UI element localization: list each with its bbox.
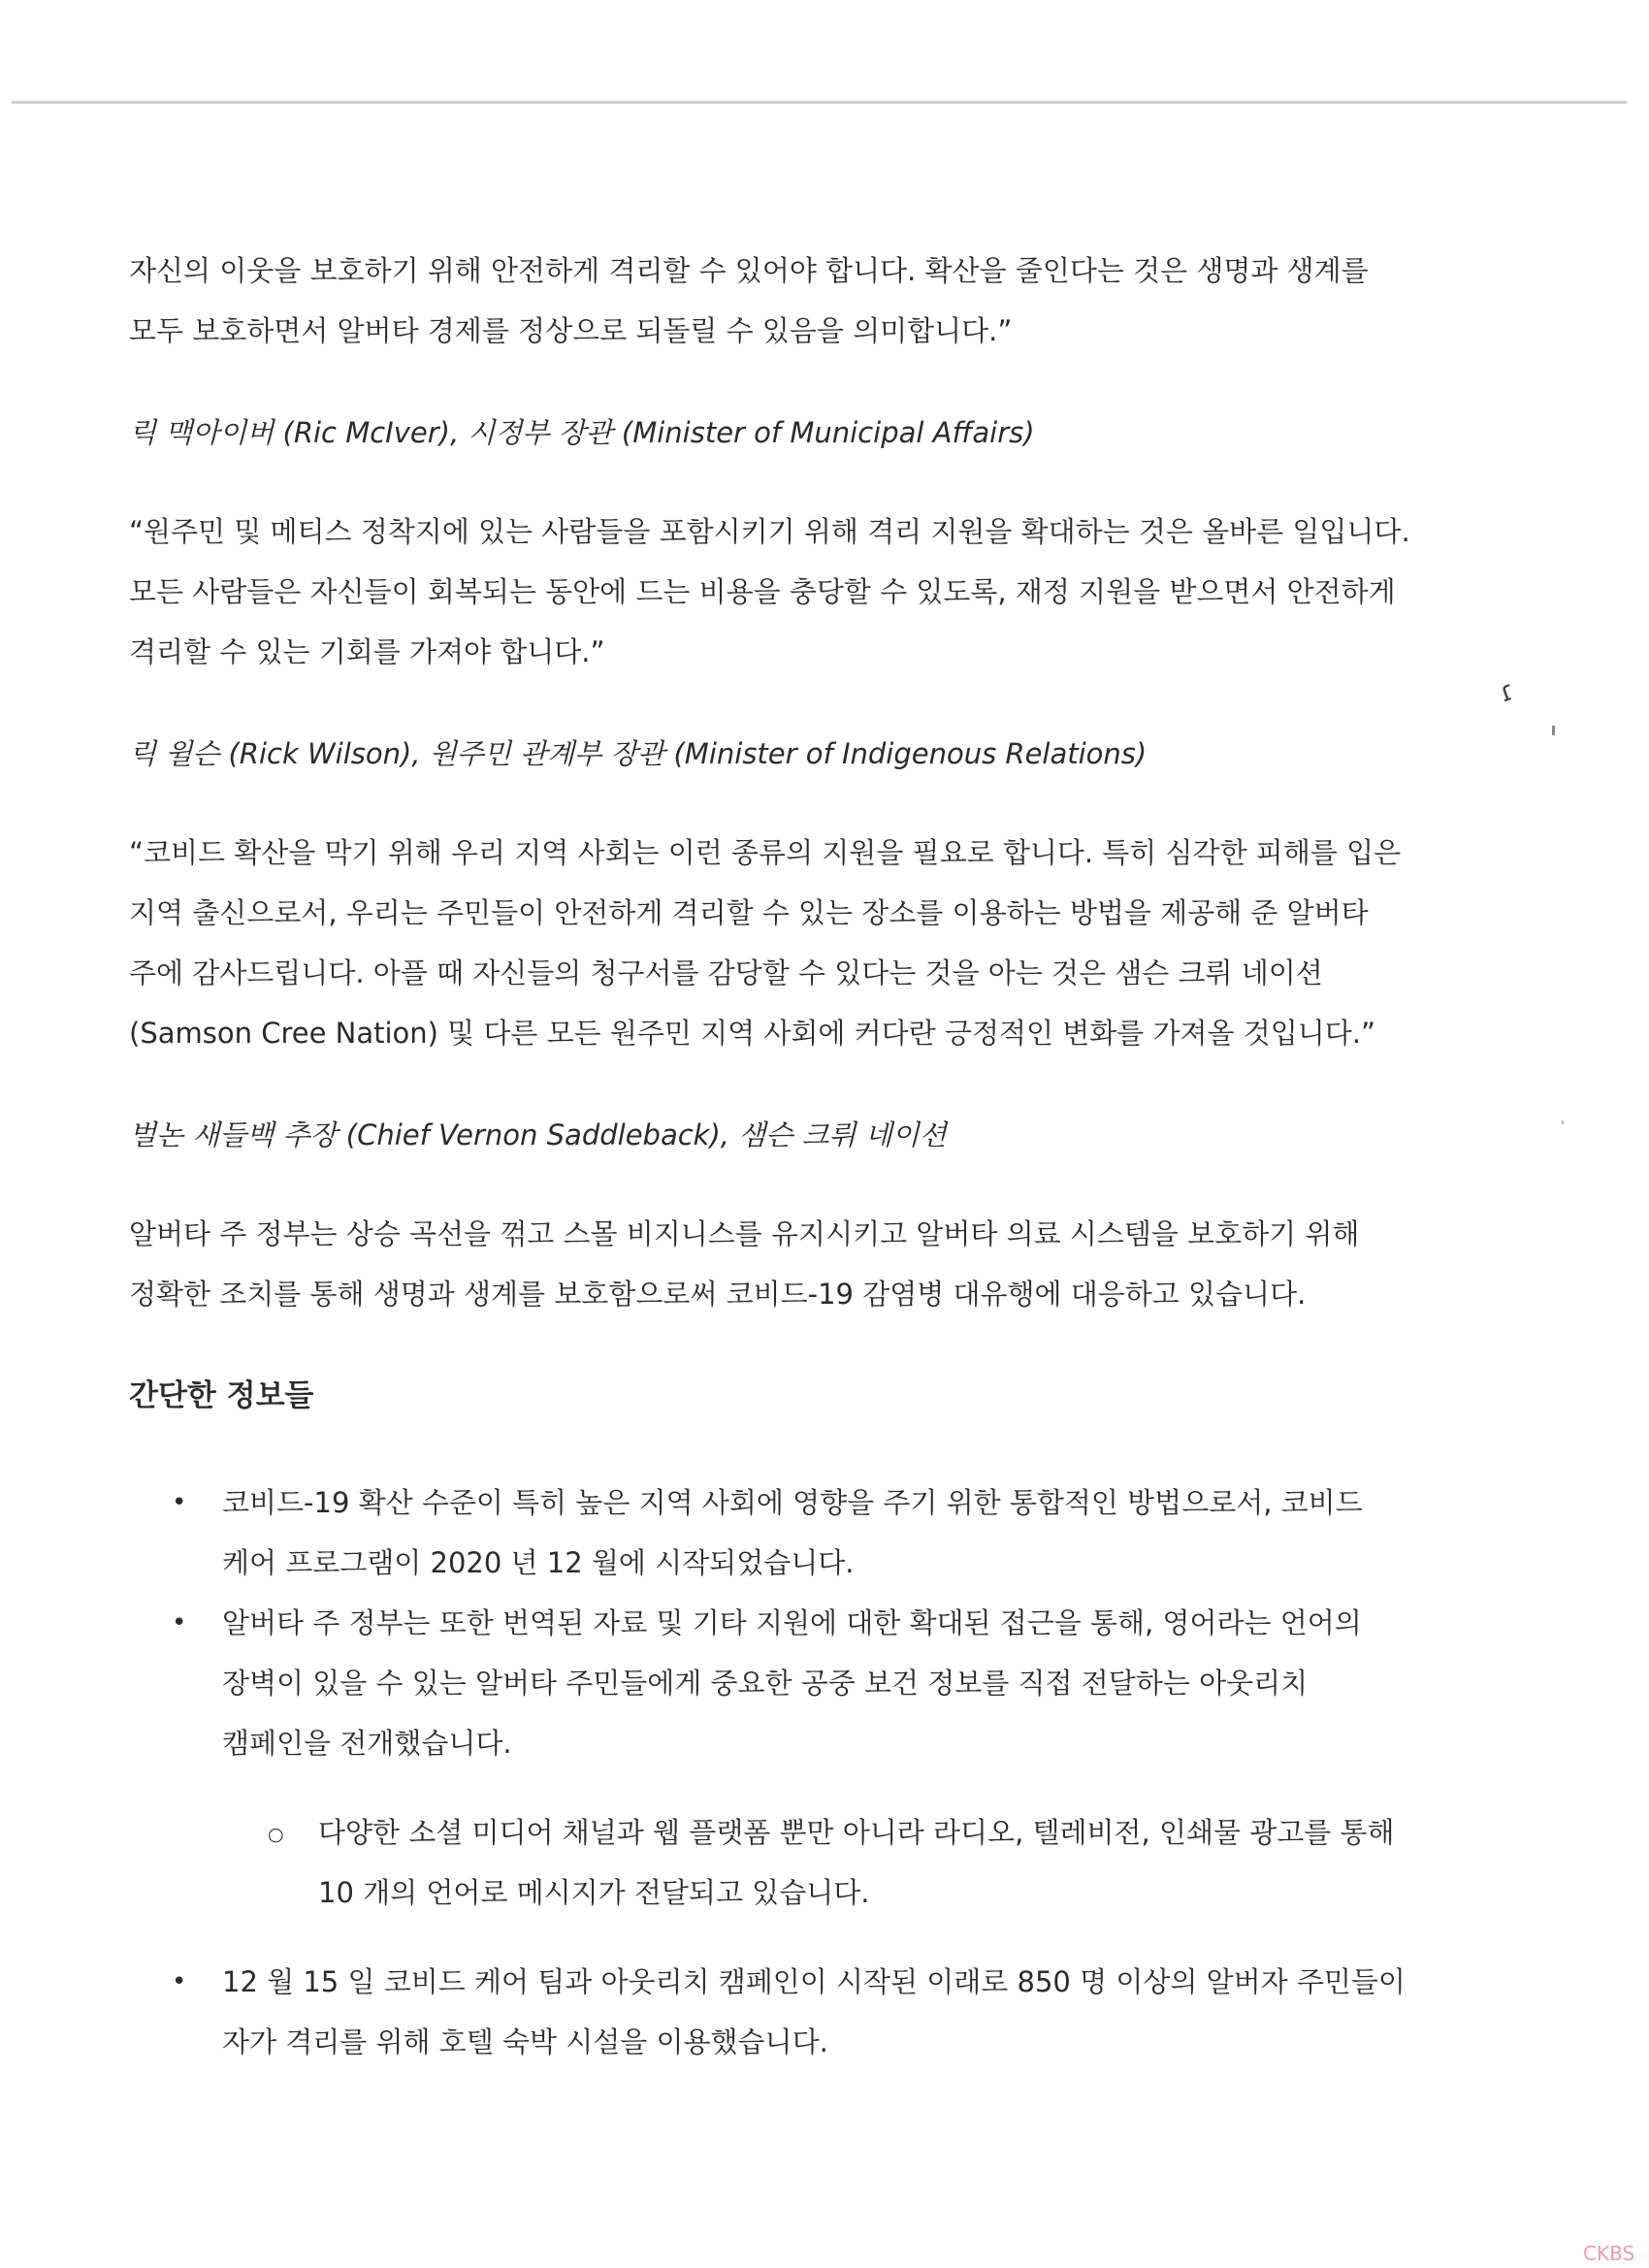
quick-facts-list-continued <box>129 1952 1565 2072</box>
bullet-2-line-3: 캠페인을 전개했습니다. <box>222 1727 512 1760</box>
list-item <box>129 1952 1565 2072</box>
quick-facts-sublist <box>129 1802 1565 1923</box>
quote-saddleback-line-2: 지역 출신으로서, 우리는 주민들이 안전하게 격리할 수 있는 장소를 이용하는 방법을 제공해 준 알버타 <box>129 896 1369 929</box>
quick-facts-list <box>129 1473 1565 1773</box>
attribution-saddleback: 벌논 새들백 추장 (Chief Vernon Saddleback), 샘슨 크뤼 네이션 <box>129 1118 947 1151</box>
quote-wilson-line-1: “원주민 및 메티스 정착지에 있는 사람들을 포함시키기 위해 격리 지원을 확대하는 것은 올바른 일입니다. <box>129 515 1410 548</box>
quote-wilson-line-3: 격리할 수 있는 기회를 가져야 합니다.” <box>129 635 605 668</box>
bullet-2-line-1: • 알버타 주 정부는 또한 번역된 자료 및 기타 지원에 대한 확대된 접근을 통해, 영어라는 언어의 <box>222 1606 1362 1639</box>
list-item <box>129 1593 1565 1773</box>
top-rule <box>12 101 1627 104</box>
bullet-1-line-2: 케어 프로그램이 2020 년 12 월에 시작되었습니다. <box>222 1546 855 1579</box>
quote-saddleback-line-4: (Samson Cree Nation) 및 다른 모든 원주민 지역 사회에 커다란 긍정적인 변화를 가져올 것입니다.” <box>129 1017 1376 1050</box>
watermark-logo: CKBS <box>1583 2242 1635 2265</box>
quote-saddleback-line-3: 주에 감사드립니다. 아플 때 자신들의 청구서를 감당할 수 있다는 것을 아는 것은 샘슨 크뤼 네이션 <box>129 956 1323 989</box>
attribution-mciver: 릭 맥아이버 (Ric McIver), 시정부 장관 (Minister of Municipal Affairs) <box>129 416 1035 449</box>
list-item <box>129 1473 1565 1593</box>
bullet-3-line-1: • 12 월 15 일 코비드 케어 팀과 아웃리치 캠페인이 시작된 이래로 850 명 이상의 알버자 주민들이 <box>222 1965 1406 1998</box>
paragraph-intro-line-2: 모두 보호하면서 알버타 경제를 정상으로 되돌릴 수 있음을 의미합니다.” <box>129 314 1013 347</box>
bullet-1-line-1: • 코비드-19 확산 수준이 특히 높은 지역 사회에 영향을 주기 위한 통합적인 방법으로서, 코비드 <box>222 1486 1363 1519</box>
list-item <box>129 1802 1565 1923</box>
scan-mark <box>1552 726 1555 735</box>
paragraph-government-line-2: 정확한 조치를 통해 생명과 생계를 보호함으로써 코비드-19 감염병 대유행에 대응하고 있습니다. <box>129 1278 1307 1311</box>
paragraph-intro-line-1: 자신의 이웃을 보호하기 위해 안전하게 격리할 수 있어야 합니다. 확산을 줄인다는 것은 생명과 생계를 <box>129 254 1369 287</box>
scan-mark: ɾ <box>1494 673 1520 709</box>
quote-saddleback-line-1: “코비드 확산을 막기 위해 우리 지역 사회는 이런 종류의 지원을 필요로 합니다. 특히 심각한 피해를 입은 <box>129 836 1402 869</box>
sub-bullet-line-1: ○ 다양한 소셜 미디어 채널과 웹 플랫폼 뿐만 아니라 라디오, 텔레비전, 인쇄물 광고를 통해 <box>318 1816 1395 1849</box>
paragraph-government-line-1: 알버타 주 정부는 상승 곡선을 꺾고 스몰 비지니스를 유지시키고 알버타 의료 시스템을 보호하기 위해 <box>129 1217 1360 1250</box>
document-body <box>129 241 1565 2072</box>
sub-bullet-line-2: 10 개의 언어로 메시지가 전달되고 있습니다. <box>318 1876 870 1909</box>
quick-facts-heading: 간단한 정보들 <box>129 1378 314 1413</box>
attribution-wilson: 릭 윌슨 (Rick Wilson), 원주민 관계부 장관 (Minister of Indigenous Relations) <box>129 737 1148 770</box>
bullet-2-line-2: 장벽이 있을 수 있는 알버타 주민들에게 중요한 공중 보건 정보를 직접 전달하는 아웃리치 <box>222 1667 1309 1700</box>
scan-mark <box>1562 1120 1564 1124</box>
quote-wilson-line-2: 모든 사람들은 자신들이 회복되는 동안에 드는 비용을 충당할 수 있도록, 재정 지원을 받으면서 안전하게 <box>129 575 1396 608</box>
bullet-3-line-2: 자가 격리를 위해 호텔 숙박 시설을 이용했습니다. <box>222 2025 828 2058</box>
